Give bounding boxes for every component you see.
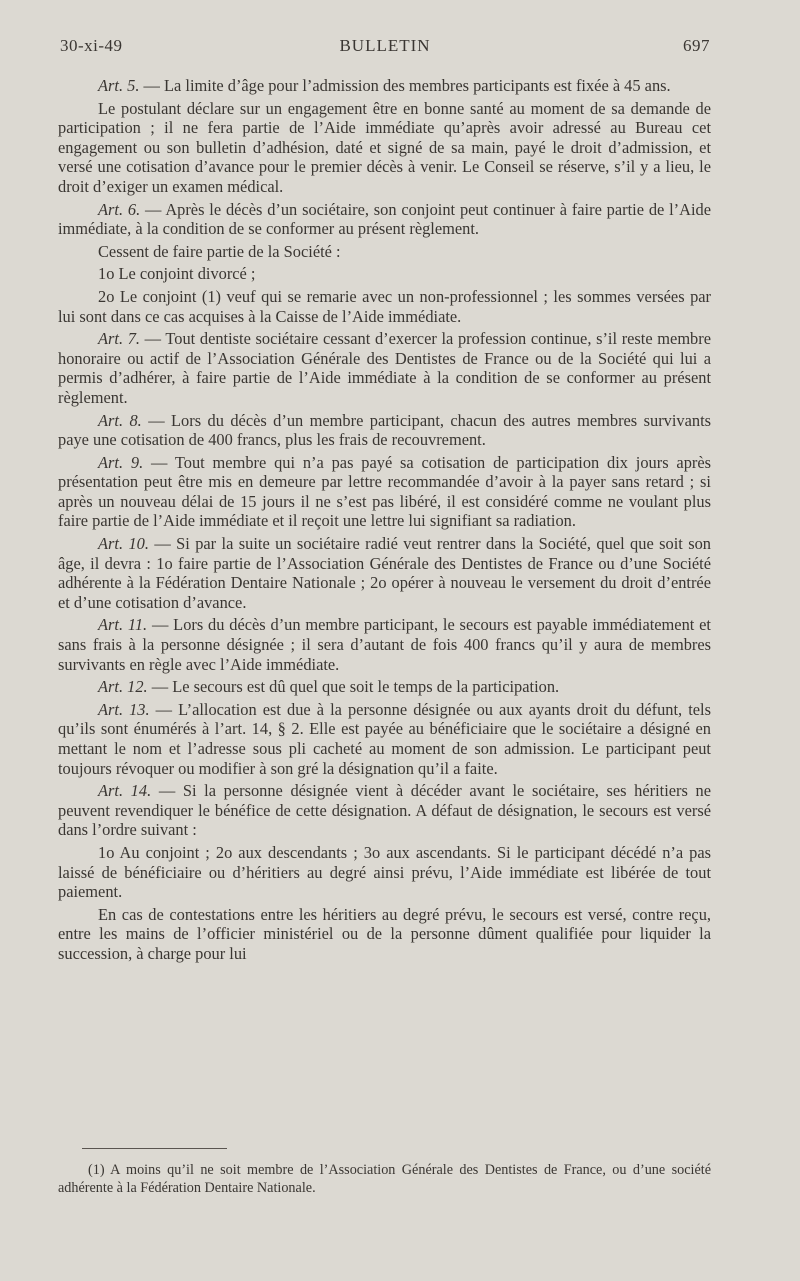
paragraph (58, 76, 711, 96)
page-number: 697 (683, 36, 710, 55)
header-title: BULLETIN (339, 36, 431, 55)
article-label: Art. 5. (98, 76, 140, 95)
article-label: Art. 13. (98, 699, 150, 719)
article-label: Art. 12. (98, 677, 148, 697)
page-header (60, 36, 710, 58)
paragraph-text: — Si par la suite un sociétaire radié veut rentrer dans la Société, quel que soit son âge, il devra : 1o faire partie de l’Association Générale des Dentistes de France ou d’une Société adhérente à la Fédération Dentaire Nationale ; 2o opérer à nouveau le versement du droit d’entrée et d’une cotisation d’avance. (58, 534, 711, 612)
paragraph (58, 677, 711, 697)
paragraph (58, 781, 711, 840)
paragraph-text: 2o Le conjoint (1) veuf qui se remarie avec un non-professionnel ; les sommes versées par lui sont dans ce cas acquises à la Caisse de l’Aide immédiate. (58, 286, 711, 326)
paragraph-text: — Tout membre qui n’a pas payé sa cotisation de participation dix jours après présentation peut être mis en demeure par lettre recommandée d’avoir à la payer sans retard ; si après un nouveau délai de 15 jours il ne s’est pas libéré, il est considéré comme ne voulant plus faire partie de l’Aide immédiate et il reçoit une lettre lui signifiant sa radiation. (58, 452, 711, 531)
paragraph-text: — Tout dentiste sociétaire cessant d’exercer la profession continue, s’il reste membre honoraire ou actif de l’Association Générale des Dentistes de France ou de la Société qui lui a permis d’adhérer, à faire partie de l’Aide immédiate à la condition de se conformer au présent règlement. (58, 329, 711, 407)
paragraph-text: — La limite d’âge pour l’admission des membres participants est fixée à 45 ans. (139, 76, 671, 95)
paragraph (58, 200, 711, 239)
article-label: Art. 10. (98, 534, 149, 554)
paragraph-text: Cessent de faire partie de la Société : (98, 241, 341, 261)
article-body (58, 76, 711, 967)
header-date: 30-xi-49 (60, 36, 123, 55)
paragraph-text: Le postulant déclare sur un engagement être en bonne santé au moment de sa demande de participation ; il ne fera partie de l’Aide immédiate qu’après avoir adressé au Bureau cet engagement ou son bulletin d’adhésion, daté et signé de sa main, payé le droit d’admission, et versé une cotisation d’avance pour le premier décès à venir. Le Conseil se réserve, s’il y a lieu, le droit d’exiger un examen médical. (58, 98, 711, 196)
article-label: Art. 8. (98, 410, 142, 430)
paragraph (58, 264, 711, 284)
paragraph-text: 1o Le conjoint divorcé ; (98, 264, 256, 284)
paragraph (58, 615, 711, 674)
article-label: Art. 11. (98, 615, 148, 635)
paragraph-text: 1o Au conjoint ; 2o aux descendants ; 3o aux ascendants. Si le participant décédé n’a pas laissé de bénéficiaire ou d’héritiers au degré ainsi prévu, l’Aide immédiate est libérée de tout paiement. (58, 842, 711, 902)
article-label: Art. 7. (98, 329, 140, 349)
paragraph-text: — L’allocation est due à la personne désignée ou aux ayants droit du défunt, tels qu’ils sont énumérés à l’art. 14, § 2. Elle est payée au bénéficiaire que le sociétaire a désigné en mettant le nom et l’adresse sous pli cacheté au moment de son admission. Le participant peut toujours révoquer ou modifier à son gré la désignation qu’il a faite. (58, 699, 711, 778)
paragraph (58, 99, 711, 197)
paragraph (58, 287, 711, 326)
paragraph-text: — Après le décès d’un sociétaire, son conjoint peut continuer à faire partie de l’Aide immédiate, à la condition de se conformer au présent règlement. (58, 199, 711, 239)
paragraph (58, 534, 711, 612)
paragraph-text: — Le secours est dû quel que soit le temps de la participation. (147, 677, 560, 697)
paragraph-text: — Lors du décès d’un membre participant, le secours est payable immédiatement et sans frais à la personne désignée ; il sera d’autant de fois 400 francs qu’il y aura de membres survivants en règle avec l’Aide immédiate. (58, 615, 711, 674)
paragraph-text: En cas de contestations entre les héritiers au degré prévu, le secours est versé, contre reçu, entre les mains de l’officier ministériel ou de la personne dûment qualifiée pour liquider la succession, à charge pour lui (58, 904, 711, 963)
article-label: Art. 9. (98, 452, 144, 472)
article-label: Art. 14. (98, 781, 152, 801)
paragraph (58, 700, 711, 778)
paragraph (58, 453, 711, 531)
paragraph (58, 843, 711, 902)
footnote-text: (1) A moins qu’il ne soit membre de l’Association Générale des Dentistes de France, ou d’une société adhérente à la Fédération Dentaire Nationale. (58, 1162, 711, 1196)
paragraph (58, 242, 711, 262)
article-label: Art. 6. (98, 199, 141, 219)
paragraph-text: — Lors du décès d’un membre participant, chacun des autres membres survivants paye une cotisation de 400 francs, plus les frais de recouvrement. (58, 410, 711, 450)
paragraph (58, 905, 711, 964)
paragraph (58, 411, 711, 450)
paragraph-text: — Si la personne désignée vient à décéder avant le sociétaire, ses héritiers ne peuvent revendiquer le bénéfice de cette désignation. A défaut de désignation, le secours est versé dans l’ordre suivant : (58, 781, 711, 840)
footnote-divider (82, 1148, 227, 1149)
paragraph (58, 329, 711, 407)
footnote (58, 1162, 711, 1197)
